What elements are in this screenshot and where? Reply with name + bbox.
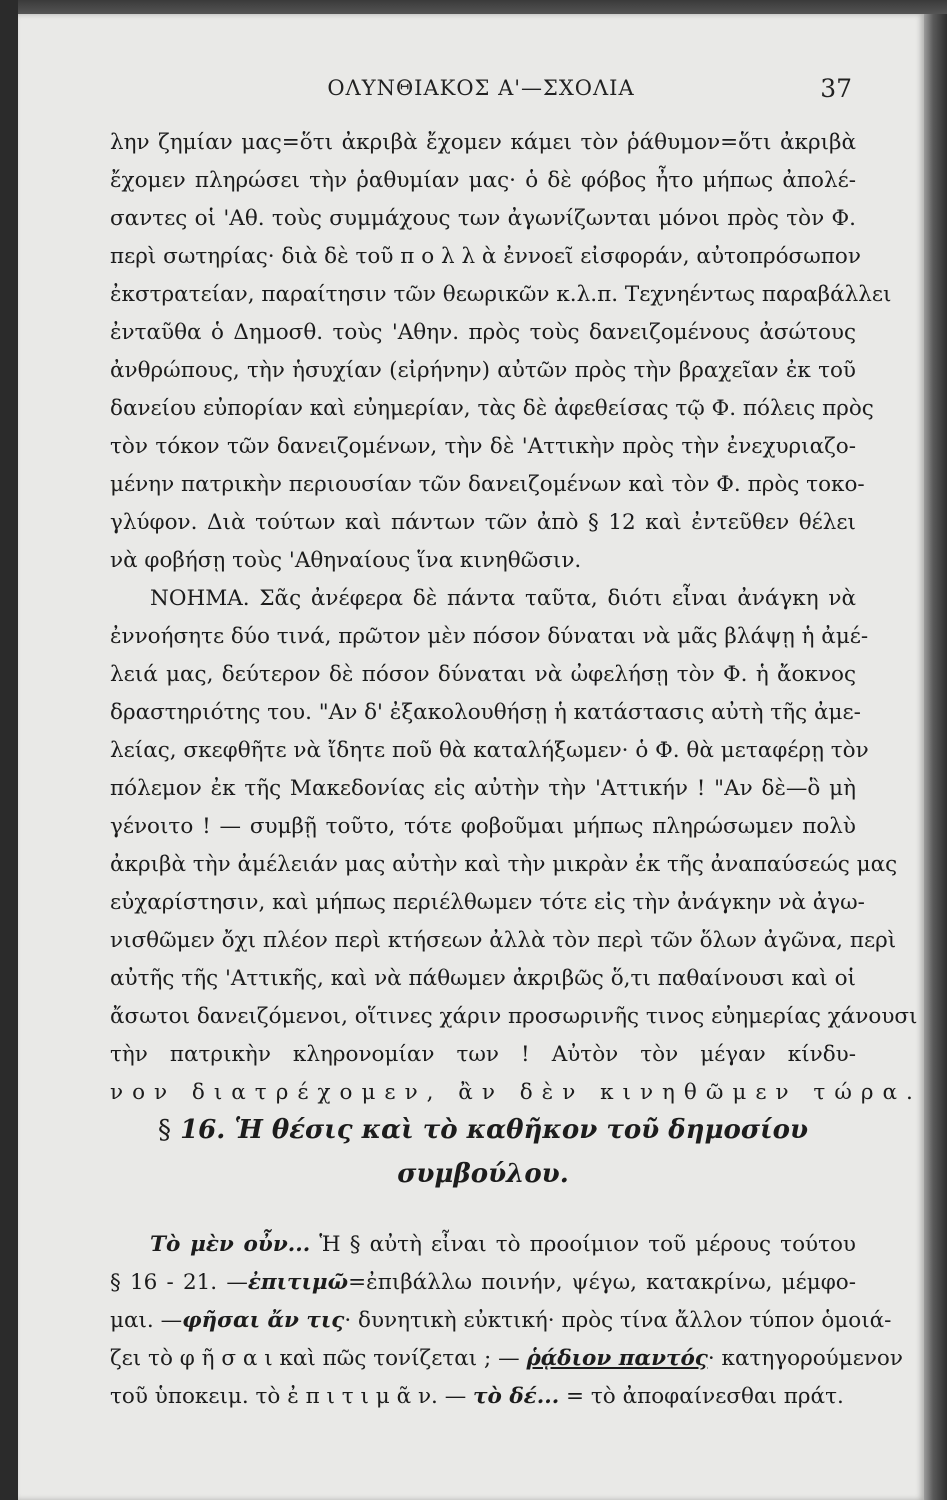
gloss: =ἐπιβάλλω ποινήν, ψέγω, κατακρίνω, μέμφο- — [348, 1270, 856, 1295]
lemma: τὸ δέ... — [473, 1384, 560, 1409]
text-line: ἔχομεν πληρώσει τὴν ῥαθυμίαν μας· ὁ δὲ φόβος ἦτο μήπως ἀπολέ- — [110, 168, 856, 193]
section-heading — [110, 1108, 856, 1196]
commentary-text — [110, 124, 922, 1112]
text-line: τὴν πατρικὴν κληρονομίαν των ! Αὐτὸν τὸν μέγαν κίνδυ- — [110, 1042, 856, 1067]
scan-top-edge — [18, 0, 947, 14]
section-number: 16. — [180, 1115, 226, 1145]
gloss: = τὸ ἀποφαίνεσθαι πράτ. — [559, 1384, 844, 1409]
text-line: ἐννοήσητε δύο τινά, πρῶτον μὲν πόσον δύναται νὰ μᾶς βλάψῃ ἡ ἀμέ- — [110, 624, 869, 649]
text-line: ἄσωτοι δανειζόμενοι, οἵτινες χάριν προσωρινῆς τινος εὐημερίας χάνουσι — [110, 1004, 918, 1029]
text-line: γλύφον. Διὰ τούτων καὶ πάντων τῶν ἀπὸ § 12 καὶ ἐντεῦθεν θέλει — [110, 510, 856, 535]
text-line: νον διατρέχομεν, ἂν δὲν κινηθῶμεν τώρα. — [110, 1080, 922, 1105]
text-line: ΝΟΗΜΑ. Σᾶς ἀνέφερα δὲ πάντα ταῦτα, διότι εἶναι ἀνάγκη νὰ — [150, 586, 856, 611]
text-line: ἐκστρατείαν, παραίτησιν τῶν θεωρικῶν κ.λ.π. Τεχνηέντως παραβάλλει — [110, 282, 892, 307]
paragraph-1 — [110, 124, 892, 580]
paragraph-2 — [110, 580, 922, 1112]
text-line — [110, 1226, 856, 1264]
text-line: δανείου εὐπορίαν καὶ εὐημερίαν, τὰς δὲ ἀφεθείσας τῷ Φ. πόλεις πρὸς — [110, 396, 874, 421]
text-line: αὐτῆς τῆς 'Αττικῆς, καὶ νὰ πάθωμεν ἀκριβῶς ὅ,τι παθαίνουσι καὶ οἱ — [110, 966, 856, 991]
text-line: σαντες οἱ 'Αθ. τοὺς συμμάχους των ἀγωνίζωνται μόνοι πρὸς τὸν Φ. — [110, 206, 856, 231]
text-line — [110, 1340, 903, 1378]
running-title: ΟΛΥΝΘΙΑΚΟΣ Α'—ΣΧΟΛΙΑ — [327, 76, 635, 100]
text-line — [110, 1378, 856, 1416]
text-line: εὐχαρίστησιν, καὶ μήπως περιέλθωμεν τότε εἰς τὴν ἀνάγκην νὰ ἀγω- — [110, 890, 865, 915]
text-line: γένοιτο ! — συμβῇ τοῦτο, τότε φοβοῦμαι μήπως πληρώσωμεν πολὺ — [110, 814, 856, 839]
lemma: ῥᾴδιον παντός — [526, 1346, 708, 1371]
section-title-line-2: συμβούλου. — [397, 1159, 569, 1189]
text-line — [110, 1264, 856, 1302]
text-line: λειά μας, δεύτερον δὲ πόσον δύναται νὰ ὠφελήσῃ τὸν Φ. ἡ ἄοκνος — [110, 662, 856, 687]
ref: § 16 - 21. — — [110, 1270, 248, 1295]
page-number: 37 — [820, 74, 852, 103]
section-title-line-1 — [110, 1108, 856, 1152]
text-line: νὰ φοβήσῃ τοὺς 'Αθηναίους ἵνα κινηθῶσιν. — [110, 548, 582, 573]
page-header — [110, 76, 852, 106]
lemma: Τὸ μὲν οὖν... — [150, 1232, 311, 1257]
gloss: · δυνητικὴ εὐκτική· πρὸς τίνα ἄλλον τύπον ὁμοιά- — [344, 1308, 892, 1333]
text-line: νισθῶμεν ὄχι πλέον περὶ κτήσεων ἀλλὰ τὸν περὶ τῶν ὅλων ἀγῶνα, περὶ — [110, 928, 897, 953]
section-title: Ἡ θέσις καὶ τὸ καθῆκον τοῦ δημοσίου — [234, 1115, 808, 1145]
text-line: περὶ σωτηρίας· διὰ δὲ τοῦ π ο λ λ ὰ ἐννοεῖ εἰσφοράν, αὐτοπρόσωπον — [110, 244, 861, 269]
gloss: · κατηγορούμενον — [707, 1346, 903, 1371]
lemma: ἐπιτιμῶ — [247, 1270, 349, 1295]
text-line — [110, 1302, 892, 1340]
text-line: πόλεμον ἐκ τῆς Μακεδονίας εἰς αὐτὴν τὴν 'Αττικήν ! "Αν δὲ—ὃ μὴ — [110, 776, 856, 801]
gloss: Ἡ § αὐτὴ εἶναι τὸ προοίμιον τοῦ μέρους τούτου — [310, 1232, 856, 1257]
page-binding-edge — [924, 14, 947, 1500]
text-line: ἐνταῦθα ὁ Δημοσθ. τοὺς 'Αθην. πρὸς τοὺς δανειζομένους ἀσώτους — [110, 320, 856, 345]
ref: τοῦ ὑποκειμ. τὸ ἐ π ι τ ι μ ᾶ ν. — — [110, 1384, 467, 1409]
text-line: λείας, σκεφθῆτε νὰ ἴδητε ποῦ θὰ καταλήξωμεν· ὁ Φ. θὰ μεταφέρῃ τὸν — [110, 738, 869, 763]
text-line: λην ζημίαν μας=ὅτι ἀκριβὰ ἔχομεν κάμει τὸν ῥάθυμον=ὅτι ἀκριβὰ — [110, 130, 856, 155]
text-line: δραστηριότης του. "Αν δ' ἐξακολουθήσῃ ἡ κατάστασις αὐτὴ τῆς ἀμε- — [110, 700, 861, 725]
ref: ζει τὸ φ ῆ σ α ι καὶ πῶς τονίζεται ; — — [110, 1346, 520, 1371]
lemma: φῆσαι ἄν τις — [182, 1308, 345, 1333]
text-line: τὸν τόκον τῶν δανειζομένων, τὴν δὲ 'Αττικὴν πρὸς τὴν ἐνεχυριαζο- — [110, 434, 856, 459]
paragraph-3 — [110, 1226, 903, 1416]
ref: μαι. — — [110, 1308, 183, 1333]
text-line: ἀκριβὰ τὴν ἀμέλειάν μας αὐτὴν καὶ τὴν μικρὰν ἐκ τῆς ἀναπαύσεώς μας — [110, 852, 898, 877]
text-line: μένην πατρικὴν περιουσίαν τῶν δανειζομένων καὶ τὸν Φ. πρὸς τοκο- — [110, 472, 865, 497]
text-line: ἀνθρώπους, τὴν ἡσυχίαν (εἰρήνην) αὐτῶν πρὸς τὴν βραχεῖαν ἐκ τοῦ — [110, 358, 856, 383]
section-symbol: § — [158, 1115, 171, 1145]
